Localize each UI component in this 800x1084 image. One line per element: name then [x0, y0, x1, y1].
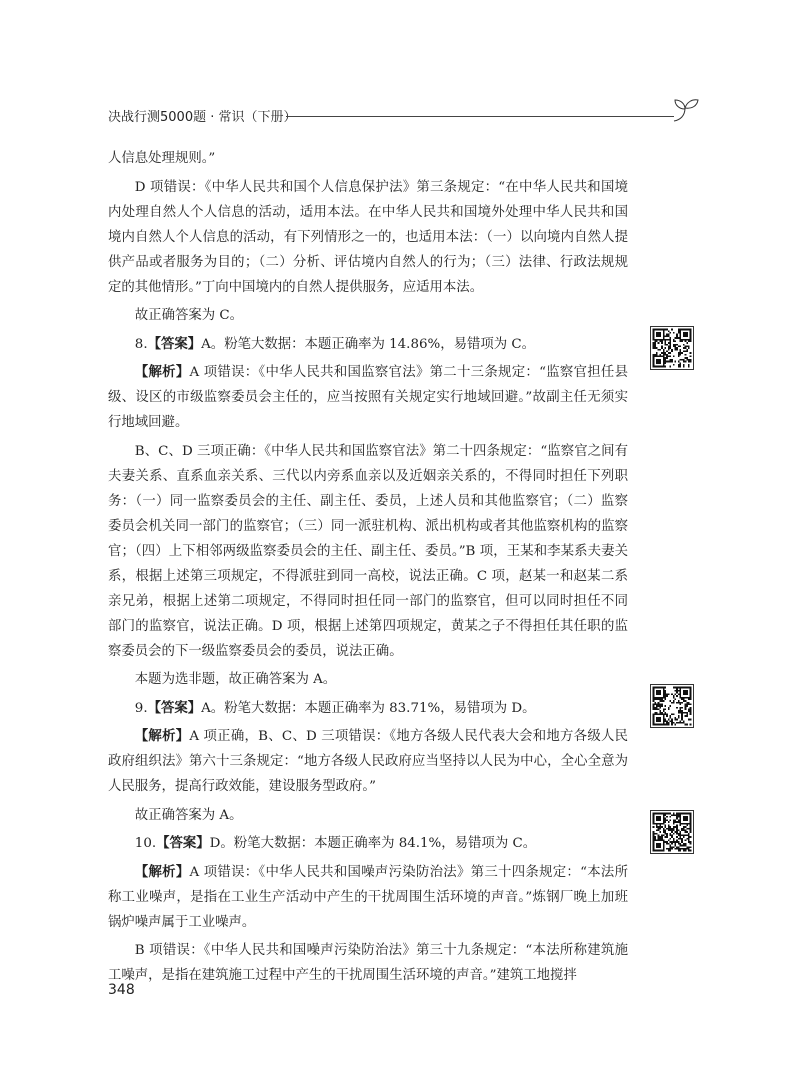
paragraph-text: A 项错误：《中华人民共和国噪声污染防治法》第三十四条规定：“本法所称工业噪声，是指在工业生产活动中产生的干扰周围生活环境的声音。”炼钢厂晚上加班锅炉噪声属于工业噪声。 — [108, 864, 629, 930]
paragraph-text: 人信息处理规则。” — [108, 151, 216, 166]
paragraph — [108, 332, 628, 357]
question-number: 10. — [134, 836, 157, 851]
paragraph — [108, 175, 628, 300]
paragraph-text: 故正确答案为 C。 — [134, 308, 244, 323]
paragraph-text: A 项错误：《中华人民共和国监察官法》第二十三条规定：“监察官担任县级、设区的市级监察委员会主任的，应当按照有关规定实行地域回避。”故副主任无须实行地域回避。 — [108, 365, 629, 430]
page-number: 348 — [108, 982, 135, 998]
question-number: 9. — [134, 700, 148, 716]
paragraph-text: 故正确答案为 A。 — [134, 807, 243, 823]
paragraph-text: B、C、D 三项正确：《中华人民共和国监察官法》第二十四条规定：“监察官之间有夫妻关系、直系血亲关系、三代以内旁系血亲以及近姻亲关系的，不得同时担任下列职务：（一）同一监察委员会的主任、副主任、委员，上述人员和其他监察官；（二）监察委员会机关同一部门的监察官；（三）同一派驻机构、派出机构或者其他监察机构的监察官；（四）上下相邻两级监察委员会的主任、副主任、委员。”B 项，王某和李某系夫妻关系，根据上述第三项规定，不得派驻到同一高校，说法正确。C 项，赵某一和赵某二系亲兄弟，根据上述第二项规定，不得同时担任同一部门的监察官，但可以同时担任不同部门的监察官，说法正确。D 项，根据上述第四项规定，黄某之子不得担任其任职的监察委员会的下一级监察委员会的委员，说法正确。 — [108, 443, 628, 659]
question-number: 8. — [134, 336, 148, 352]
paragraph — [108, 860, 628, 935]
sprout-icon — [670, 96, 700, 122]
section-tag: 【解析】 — [134, 729, 190, 744]
paragraph — [108, 439, 628, 664]
qr-code-8[interactable] — [650, 326, 694, 370]
paragraph-text: A。粉笔大数据：本题正确率为 83.71%，易错项为 D。 — [201, 700, 536, 716]
paragraph-text: A 项正确，B、C、D 三项错误：《地方各级人民代表大会和地方各级人民政府组织法》第六十三条规定：“地方各级人民政府应当坚持以人民为中心，全心全意为人民服务，提高行政效能，建设服务型政府。” — [108, 729, 628, 794]
qr-code-10[interactable] — [650, 810, 694, 854]
answer-explanations — [108, 146, 628, 992]
section-tag: 【答案】 — [156, 836, 210, 851]
paragraph-text: 本题为选非题，故正确答案为 A。 — [134, 672, 337, 687]
section-tag: 【答案】 — [147, 700, 202, 716]
paragraph — [108, 696, 628, 721]
paragraph — [108, 667, 628, 692]
paragraph-text: D 项错误：《中华人民共和国个人信息保护法》第三条规定：“在中华人民共和国境内处理自然人个人信息的活动，适用本法。在中华人民共和国境外处理中华人民共和国境内自然人个人信息的活动，有下列情形之一的，也适用本法：（一）以向境内自然人提供产品或者服务为目的；（二）分析、评估境内自然人的行为；（三）法律、行政法规规定的其他情形。”丁向中国境内的自然人提供服务，应适用本法。 — [108, 179, 628, 295]
paragraph — [108, 724, 628, 799]
paragraph-text: A。粉笔大数据：本题正确率为 14.86%，易错项为 C。 — [201, 336, 536, 352]
section-tag: 【解析】 — [134, 365, 190, 380]
paragraph — [108, 938, 628, 988]
section-tag: 【答案】 — [147, 336, 202, 352]
paragraph — [108, 831, 628, 856]
paragraph — [108, 146, 628, 171]
paragraph — [108, 803, 628, 828]
paragraph — [108, 360, 628, 435]
header-rule — [286, 116, 674, 117]
qr-code-9[interactable] — [650, 684, 694, 728]
paragraph-text: B 项错误：《中华人民共和国噪声污染防治法》第三十九条规定：“本法所称建筑施工噪声，是指在建筑施工过程中产生的干扰周围生活环境的声音。”建筑工地搅拌 — [108, 943, 628, 983]
paragraph-text: D。粉笔大数据：本题正确率为 84.1%，易错项为 C。 — [209, 836, 537, 851]
book-title: 决战行测5000题 · 常识（下册） — [108, 110, 297, 125]
section-tag: 【解析】 — [134, 864, 190, 880]
running-header — [108, 104, 700, 128]
paragraph — [108, 303, 628, 328]
